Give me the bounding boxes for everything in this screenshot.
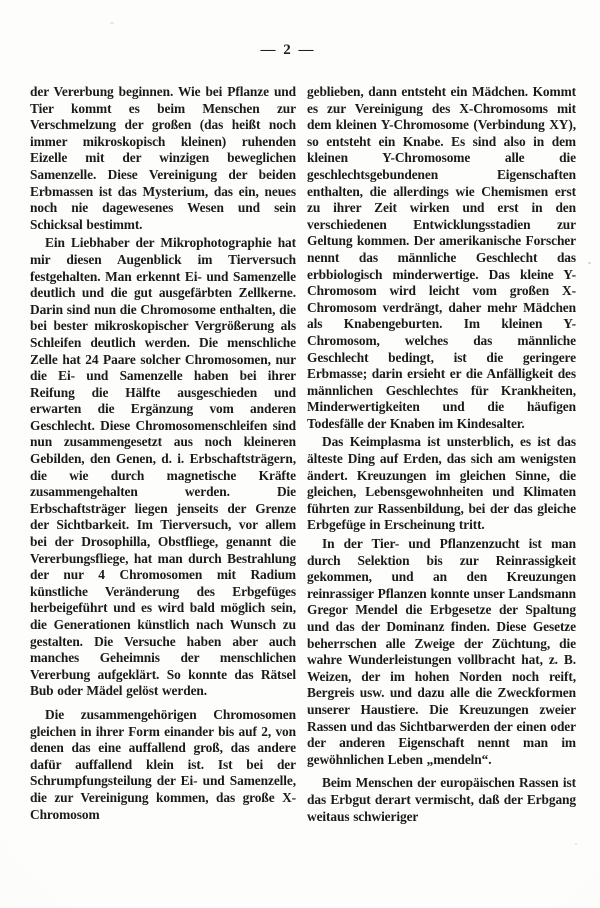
paragraph: Ein Liebhaber der Mikrophotographie hat mir diesen Augenblick im Tierversuch festgehalten. Man erkennt Ei- und Samenzelle deutlich und die gut ausgefärbten Zellkerne. Darin sind nun die Chromosome enthalten, die bei bester mikroskopischer Vergrößerung als Schleifen deutlich werden. Die menschliche Zelle hat 24 Paare solcher Chromosomen, nur die Ei- und Samenzelle haben bei ihrer Reifung die Hälfte ausgeschieden und erwarten die Ergänzung vom anderen Geschlecht. Diese Chromosomenschleifen sind nun zusammengesetzt aus noch kleineren Gebilden, den Genen, d. i. Erbschaftsträgern, die wie durch magnetische Kräfte zusammengehalten werden. Die Erbschaftsträger liegen jenseits der Grenze der Sichtbarkeit. Im Tierversuch, vor allem bei der Drosophilla, Obstfliege, genannt die Vererbungsfliege, hat man durch Bestrahlung der nur 4 Chromosomen mit Radium künstliche Veränderung des Erbgefüges herbeigeführt und es wird bald möglich sein, die Generationen künstlich nach Wunsch zu gestalten. Die Versuche haben aber auch manches Geheimnis der menschlichen Vererbung aufgeklärt. So konnte das Rätsel Bub oder Mädel gelöst werden.	[30, 235, 296, 699]
paragraph: Die zusammengehörigen Chromosomen gleichen in ihrer Form einander bis auf 2, von denen das eine auffallend groß, das andere dafür auffallend klein ist. Ist bei der Schrumpfungsteilung der Ei- und Samenzelle, die zur Vereinigung kommen, das große X-Chromosom	[30, 706, 296, 822]
scan-artifact	[110, 22, 114, 24]
paragraph: Beim Menschen der europäischen Rassen ist das Erbgut derart vermischt, daß der Erbgang weitaus schwieriger	[307, 775, 576, 824]
scan-artifact	[588, 262, 591, 264]
right-column	[307, 84, 576, 896]
paragraph: In der Tier- und Pflanzenzucht ist man durch Selektion bis zur Reinrassigkeit gekommen, und an den Kreuzungen reinrassiger Pflanzen konnte unser Landsmann Gregor Mendel die Erbgesetze der Spaltung und das der Dominanz finden. Diese Gesetze beherrschen alle Zweige der Züchtung, die wahre Wunderleistungen vollbracht hat, z. B. Weizen, der im hohen Norden noch reift, Bergreis usw. und dazu alle die Zweckformen unserer Haustiere. Die Kreuzungen zweier Rassen und das Sichtbarwerden der einen oder der anderen Eigenschaft nennt man im gewöhnlichen Leben „mendeln“.	[307, 536, 576, 767]
paragraph: Das Keimplasma ist unsterblich, es ist das älteste Ding auf Erden, das sich am wenigsten ändert. Kreuzungen im gleichen Sinne, die gleichen, Lebensgewohnheiten und Klimaten führten zur Rassenbildung, bei der das gleiche Erbgefüge in Erscheinung tritt.	[307, 434, 576, 533]
paragraph-continuation: der Vererbung beginnen. Wie bei Pflanze und Tier kommt es beim Menschen zur Verschmelzung der großen (das heißt noch immer mikroskopisch kleinen) ruhenden Eizelle mit der winzigen beweglichen Samenzelle. Diese Vereinigung der beiden Erbmassen ist das Mysterium, das ein, neues noch nie dagewesenes Wesen und sein Schicksal bestimmt.	[30, 84, 296, 232]
text-columns	[30, 84, 576, 896]
paragraph-continuation: geblieben, dann entsteht ein Mädchen. Kommt es zur Vereinigung des X-Chromosoms mit dem kleinen Y-Chromosome (Verbindung XY), so entsteht ein Knabe. Es sind also in dem kleinen Y-Chromosome alle die geschlechtsgebundenen Eigenschaften enthalten, die allerdings wie Chemismen erst zu ihrer Zeit wirken und erst in den verschiedenen Entwicklungsstadien zur Geltung kommen. Der amerikanische Forscher nennt das männliche Geschlecht das erbbiologisch minderwertige. Das kleine Y-Chromosom wird leicht vom großen X-Chromosom verdrängt, daher mehr Mädchen als Knabengeburten. Im kleinen Y-Chromosom, welches das männliche Geschlecht bedingt, ist die geringere Erbmasse; darin ersieht er die Anfälligkeit des männlichen Geschlechtes für Krankheiten, Minderwertigkeiten und die häufigen Todesfälle der Knaben im Kindesalter.	[307, 84, 576, 431]
left-column	[30, 84, 296, 896]
page-number: — 2 —	[260, 42, 316, 58]
